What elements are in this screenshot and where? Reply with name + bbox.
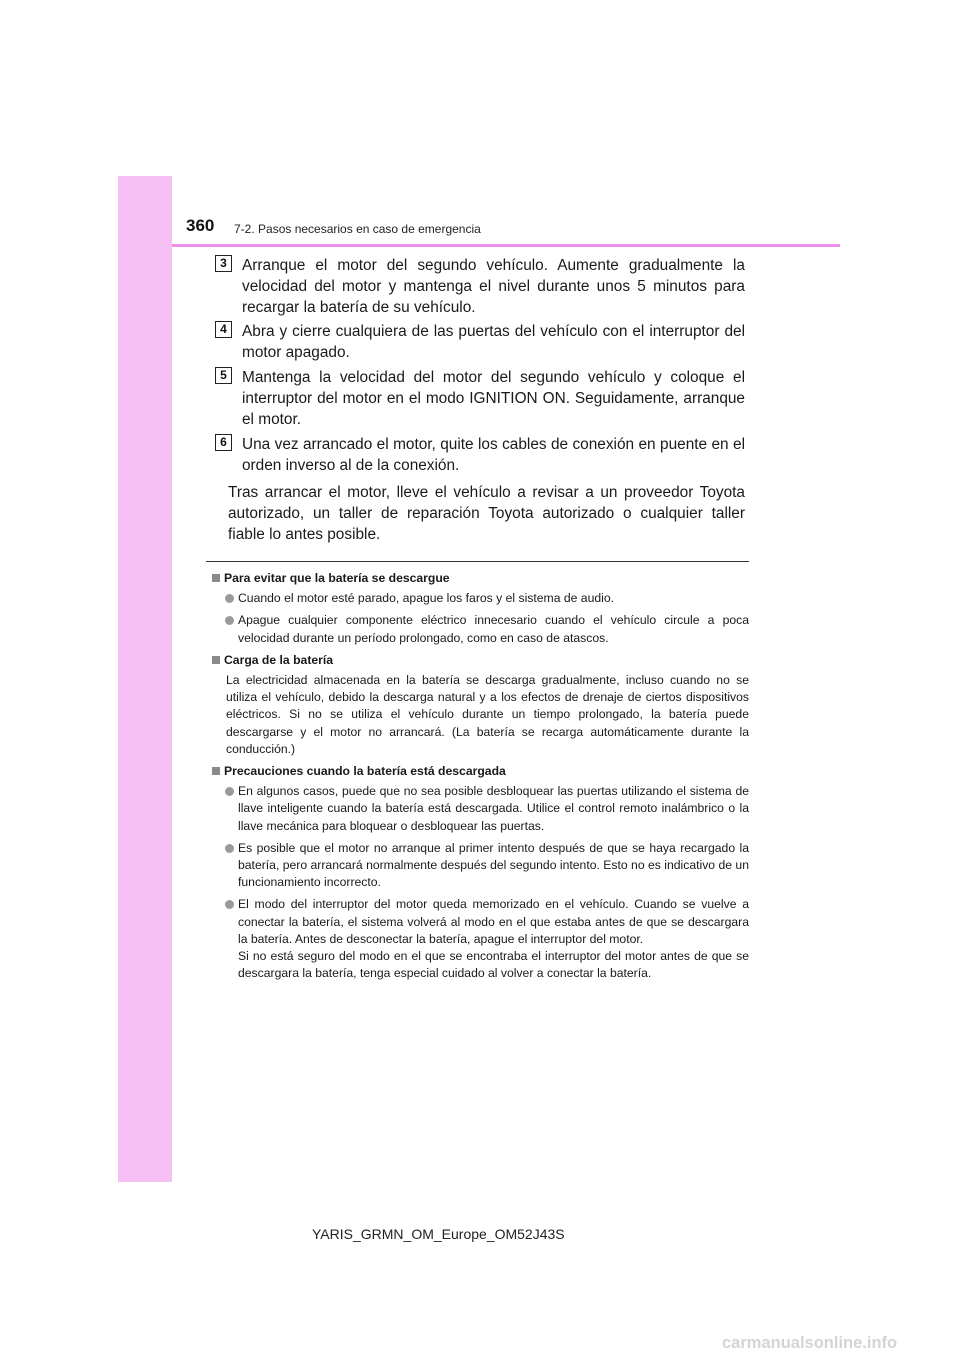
note-bullet: Apague cualquier componente eléctrico innecesario cuando el vehículo circule a poca velocidad durante un período prolongado, como en caso de atascos. bbox=[212, 612, 749, 646]
step-number: 6 bbox=[215, 434, 232, 451]
step-text: Arranque el motor del segundo vehículo. Aumente gradualmente la velocidad del motor y mantenga el nivel durante unos 5 minutos para recargar la batería de su vehículo. bbox=[242, 257, 745, 317]
note-heading: Para evitar que la batería se descargue bbox=[212, 570, 749, 587]
notes-section bbox=[212, 570, 749, 987]
closing-paragraph: Tras arrancar el motor, lleve el vehículo a revisar a un proveedor Toyota autorizado, un taller de reparación Toyota autorizado o cualquier taller fiable lo antes posible. bbox=[228, 484, 745, 544]
step-number: 4 bbox=[215, 321, 232, 338]
watermark: carmanualsonline.info bbox=[722, 1334, 898, 1352]
step-number: 3 bbox=[215, 255, 232, 272]
note-bullet: Cuando el motor esté parado, apague los faros y el sistema de audio. bbox=[212, 590, 749, 607]
note-body: La electricidad almacenada en la batería se descarga gradualmente, incluso cuando no se utiliza el vehículo, debido la descarga natural y a los efectos de drenaje de ciertos dispositivos eléctricos. Si no se utiliza el vehículo durante un tiempo prolongado, la batería puede descargarse y el motor no arrancará. (La batería se recarga automáticamente durante la conducción.) bbox=[226, 673, 749, 756]
section-title: 7-2. Pasos necesarios en caso de emergencia bbox=[234, 222, 481, 236]
page-number: 360 bbox=[186, 216, 215, 235]
note-bullet: En algunos casos, puede que no sea posible desbloquear las puertas utilizando el sistema de llave inteligente cuando la batería está descargada. Utilice el control remoto inalámbrico o la llave mecánica para bloquear o desbloquear las puertas. bbox=[212, 783, 749, 835]
circle-bullet-icon bbox=[225, 594, 234, 603]
square-bullet-icon bbox=[212, 656, 220, 664]
note-battery-discharge bbox=[212, 570, 749, 647]
circle-bullet-icon bbox=[225, 787, 234, 796]
step-text: Mantenga la velocidad del motor del segundo vehículo y coloque el interruptor del motor en el modo IGNITION ON. Seguidamente, arranque el motor. bbox=[242, 369, 745, 429]
header-rule bbox=[172, 244, 840, 247]
square-bullet-icon bbox=[212, 574, 220, 582]
circle-bullet-icon bbox=[225, 844, 234, 853]
step-number: 5 bbox=[215, 367, 232, 384]
document-code: YARIS_GRMN_OM_Europe_OM52J43S bbox=[312, 1226, 565, 1242]
note-battery-charge bbox=[212, 652, 749, 758]
step-text: Abra y cierre cualquiera de las puertas del vehículo con el interruptor del motor apagado. bbox=[242, 323, 745, 362]
note-battery-precautions bbox=[212, 763, 749, 982]
note-heading: Precauciones cuando la batería está descargada bbox=[212, 763, 749, 780]
section-divider bbox=[206, 561, 749, 562]
chapter-side-tab bbox=[118, 176, 172, 1182]
note-heading: Carga de la batería bbox=[212, 652, 749, 669]
note-continuation: Si no está seguro del modo en el que se encontraba el interruptor del motor antes de que se descargara la batería, tenga especial cuidado al volver a conectar la batería. bbox=[238, 949, 749, 981]
step-text: Una vez arrancado el motor, quite los cables de conexión en puente en el orden inverso al de la conexión. bbox=[242, 436, 745, 475]
circle-bullet-icon bbox=[225, 900, 234, 909]
square-bullet-icon bbox=[212, 767, 220, 775]
note-bullet: Es posible que el motor no arranque al primer intento después de que se haya recargado la batería, pero arrancará normalmente después del segundo intento. Esto no es indicativo de un funcionamiento incorrecto. bbox=[212, 840, 749, 892]
note-bullet: El modo del interruptor del motor queda memorizado en el vehículo. Cuando se vuelve a conectar la batería, el sistema volverá al modo en el que estaba antes de que se descargara la batería. Antes de desconectar la batería, apague el interruptor del motor. Si no está seguro del modo en el que se encontraba el interruptor del motor antes de que se descargara la batería, tenga especial cuidado al volver a conectar la batería. bbox=[212, 896, 749, 982]
circle-bullet-icon bbox=[225, 616, 234, 625]
